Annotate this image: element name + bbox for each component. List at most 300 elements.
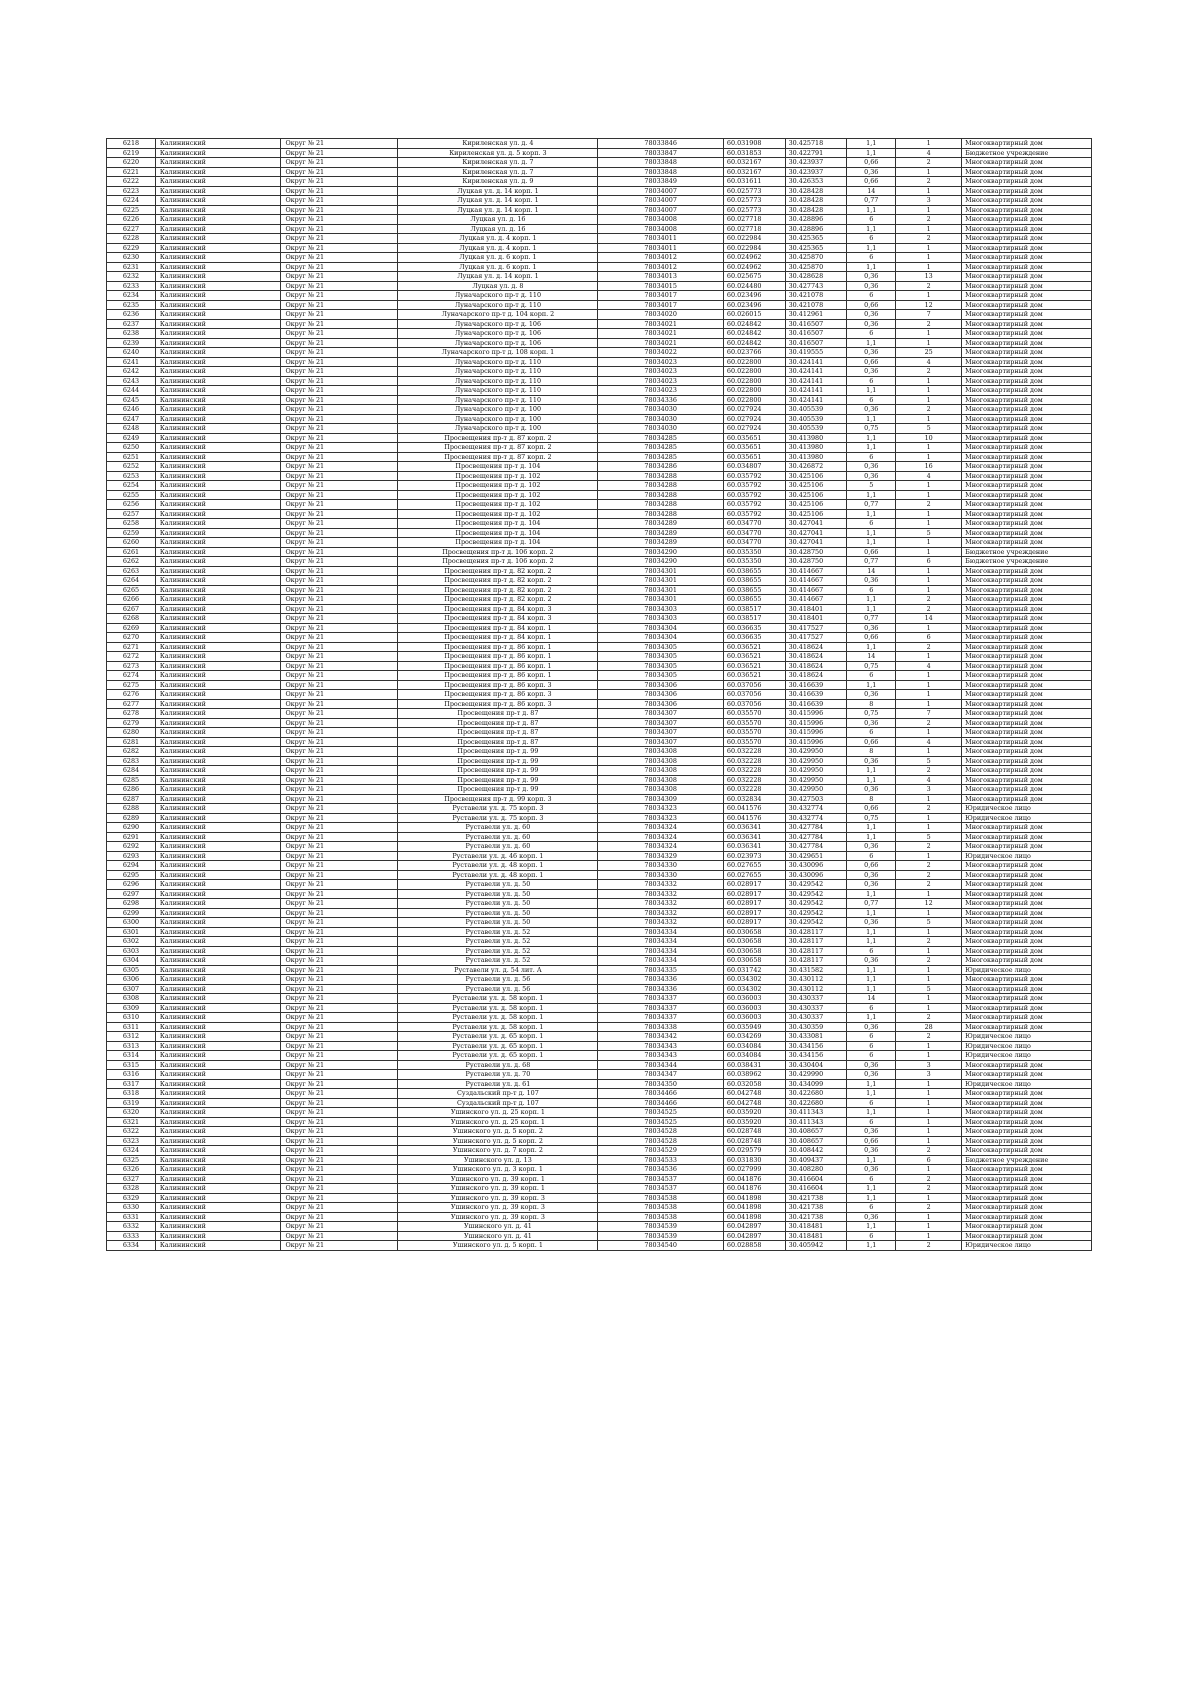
table-row: [107, 367, 1092, 377]
table-row: [107, 433, 1092, 443]
okrug-cell: Округ № 21: [281, 262, 398, 272]
longitude-cell: 30.405539: [785, 405, 847, 415]
table-row: [107, 1013, 1092, 1023]
district-cell: Калининский: [155, 614, 281, 624]
address-cell: Просвещения пр-т д. 104: [398, 519, 598, 529]
table-row: [107, 737, 1092, 747]
district-cell: Калининский: [155, 775, 281, 785]
longitude-cell: 30.428896: [785, 224, 847, 234]
table-row: [107, 519, 1092, 529]
longitude-cell: 30.413980: [785, 452, 847, 462]
data-table: [106, 138, 1092, 1251]
count-cell: 1: [896, 975, 962, 985]
count-cell: 4: [896, 357, 962, 367]
code-cell: 78034030: [598, 414, 724, 424]
longitude-cell: 30.428117: [785, 927, 847, 937]
type-cell: Многоквартирный дом: [962, 500, 1092, 510]
capacity-cell: 14: [847, 652, 896, 662]
count-cell: 1: [896, 1165, 962, 1175]
latitude-cell: 60.031742: [723, 965, 785, 975]
latitude-cell: 60.042748: [723, 1098, 785, 1108]
capacity-cell: 0,36: [847, 842, 896, 852]
row-id-cell: 6247: [107, 414, 156, 424]
district-cell: Калининский: [155, 281, 281, 291]
latitude-cell: 60.024962: [723, 253, 785, 263]
address-cell: Просвещения пр-т д. 87: [398, 728, 598, 738]
address-cell: Руставели ул. д. 50: [398, 918, 598, 928]
row-id-cell: 6334: [107, 1241, 156, 1251]
capacity-cell: 0,36: [847, 918, 896, 928]
table-row: [107, 243, 1092, 253]
row-id-cell: 6318: [107, 1089, 156, 1099]
address-cell: Луначарского пр-т д. 100: [398, 405, 598, 415]
type-cell: Многоквартирный дом: [962, 1174, 1092, 1184]
code-cell: 78034330: [598, 870, 724, 880]
address-cell: Руставели ул. д. 58 корп. 1: [398, 1013, 598, 1023]
capacity-cell: 6: [847, 291, 896, 301]
longitude-cell: 30.414667: [785, 576, 847, 586]
district-cell: Калининский: [155, 148, 281, 158]
latitude-cell: 60.042748: [723, 1089, 785, 1099]
okrug-cell: Округ № 21: [281, 642, 398, 652]
latitude-cell: 60.041898: [723, 1193, 785, 1203]
longitude-cell: 30.429950: [785, 747, 847, 757]
count-cell: 12: [896, 899, 962, 909]
latitude-cell: 60.027924: [723, 405, 785, 415]
latitude-cell: 60.030658: [723, 946, 785, 956]
code-cell: 78034324: [598, 832, 724, 842]
district-cell: Калининский: [155, 946, 281, 956]
type-cell: Юридическое лицо: [962, 804, 1092, 814]
okrug-cell: Округ № 21: [281, 927, 398, 937]
code-cell: 78034307: [598, 718, 724, 728]
capacity-cell: 1,1: [847, 509, 896, 519]
code-cell: 78034306: [598, 699, 724, 709]
capacity-cell: 1,1: [847, 433, 896, 443]
address-cell: Просвещения пр-т д. 102: [398, 481, 598, 491]
address-cell: Руставели ул. д. 65 корп. 1: [398, 1041, 598, 1051]
code-cell: 78034334: [598, 927, 724, 937]
row-id-cell: 6310: [107, 1013, 156, 1023]
longitude-cell: 30.418481: [785, 1222, 847, 1232]
type-cell: Юридическое лицо: [962, 1241, 1092, 1251]
count-cell: 5: [896, 918, 962, 928]
capacity-cell: 0,36: [847, 870, 896, 880]
count-cell: 1: [896, 1051, 962, 1061]
latitude-cell: 60.036003: [723, 994, 785, 1004]
district-cell: Калининский: [155, 680, 281, 690]
okrug-cell: Округ № 21: [281, 1089, 398, 1099]
capacity-cell: 0,66: [847, 633, 896, 643]
longitude-cell: 30.421738: [785, 1193, 847, 1203]
code-cell: 78034288: [598, 481, 724, 491]
district-cell: Калининский: [155, 348, 281, 358]
table-row: [107, 718, 1092, 728]
code-cell: 78034528: [598, 1127, 724, 1137]
district-cell: Калининский: [155, 500, 281, 510]
latitude-cell: 60.036635: [723, 633, 785, 643]
okrug-cell: Округ № 21: [281, 405, 398, 415]
district-cell: Калининский: [155, 224, 281, 234]
count-cell: 1: [896, 623, 962, 633]
latitude-cell: 60.036521: [723, 661, 785, 671]
type-cell: Многоквартирный дом: [962, 1165, 1092, 1175]
capacity-cell: 0,36: [847, 310, 896, 320]
longitude-cell: 30.408657: [785, 1136, 847, 1146]
latitude-cell: 60.034302: [723, 984, 785, 994]
type-cell: Юридическое лицо: [962, 1079, 1092, 1089]
latitude-cell: 60.029579: [723, 1146, 785, 1156]
table-row: [107, 1212, 1092, 1222]
capacity-cell: 1,1: [847, 1184, 896, 1194]
longitude-cell: 30.424141: [785, 357, 847, 367]
table-row: [107, 699, 1092, 709]
district-cell: Калининский: [155, 1117, 281, 1127]
table-row: [107, 975, 1092, 985]
okrug-cell: Округ № 21: [281, 234, 398, 244]
type-cell: Многоквартирный дом: [962, 661, 1092, 671]
count-cell: 2: [896, 956, 962, 966]
code-cell: 78034533: [598, 1155, 724, 1165]
district-cell: Калининский: [155, 1003, 281, 1013]
district-cell: Калининский: [155, 861, 281, 871]
latitude-cell: 60.028748: [723, 1127, 785, 1137]
longitude-cell: 30.429950: [785, 766, 847, 776]
okrug-cell: Округ № 21: [281, 889, 398, 899]
district-cell: Калининский: [155, 452, 281, 462]
address-cell: Ушинского ул. д. 7 корп. 2: [398, 1146, 598, 1156]
code-cell: 78034007: [598, 205, 724, 215]
count-cell: 1: [896, 167, 962, 177]
table-row: [107, 832, 1092, 842]
longitude-cell: 30.416639: [785, 680, 847, 690]
district-cell: Калининский: [155, 471, 281, 481]
latitude-cell: 60.036521: [723, 642, 785, 652]
type-cell: Многоквартирный дом: [962, 319, 1092, 329]
address-cell: Просвещения пр-т д. 86 корп. 1: [398, 671, 598, 681]
table-row: [107, 994, 1092, 1004]
count-cell: 14: [896, 614, 962, 624]
okrug-cell: Округ № 21: [281, 1193, 398, 1203]
longitude-cell: 30.426872: [785, 462, 847, 472]
type-cell: Многоквартирный дом: [962, 1127, 1092, 1137]
type-cell: Многоквартирный дом: [962, 186, 1092, 196]
count-cell: 2: [896, 718, 962, 728]
longitude-cell: 30.405942: [785, 1241, 847, 1251]
okrug-cell: Округ № 21: [281, 509, 398, 519]
code-cell: 78034030: [598, 424, 724, 434]
count-cell: 5: [896, 756, 962, 766]
address-cell: Просвещения пр-т д. 99: [398, 766, 598, 776]
capacity-cell: 1,1: [847, 443, 896, 453]
row-id-cell: 6323: [107, 1136, 156, 1146]
row-id-cell: 6240: [107, 348, 156, 358]
district-cell: Калининский: [155, 272, 281, 282]
table-row: [107, 1032, 1092, 1042]
district-cell: Калининский: [155, 1098, 281, 1108]
code-cell: 78034305: [598, 642, 724, 652]
capacity-cell: 1,1: [847, 823, 896, 833]
code-cell: 78034011: [598, 234, 724, 244]
code-cell: 78034301: [598, 585, 724, 595]
type-cell: Юридическое лицо: [962, 1041, 1092, 1051]
type-cell: Многоквартирный дом: [962, 737, 1092, 747]
table-row: [107, 395, 1092, 405]
okrug-cell: Округ № 21: [281, 215, 398, 225]
count-cell: 28: [896, 1022, 962, 1032]
capacity-cell: 0,36: [847, 1146, 896, 1156]
latitude-cell: 60.026015: [723, 310, 785, 320]
okrug-cell: Округ № 21: [281, 756, 398, 766]
count-cell: 1: [896, 699, 962, 709]
code-cell: 78034021: [598, 338, 724, 348]
table-row: [107, 224, 1092, 234]
code-cell: 78034332: [598, 889, 724, 899]
code-cell: 78034538: [598, 1212, 724, 1222]
type-cell: Многоквартирный дом: [962, 1146, 1092, 1156]
row-id-cell: 6328: [107, 1184, 156, 1194]
row-id-cell: 6245: [107, 395, 156, 405]
address-cell: Ушинского ул. д. 5 корп. 2: [398, 1127, 598, 1137]
capacity-cell: 6: [847, 671, 896, 681]
capacity-cell: 14: [847, 186, 896, 196]
type-cell: Многоквартирный дом: [962, 1089, 1092, 1099]
latitude-cell: 60.041576: [723, 813, 785, 823]
longitude-cell: 30.429542: [785, 918, 847, 928]
latitude-cell: 60.023973: [723, 851, 785, 861]
code-cell: 78034337: [598, 1003, 724, 1013]
okrug-cell: Округ № 21: [281, 272, 398, 282]
code-cell: 78034017: [598, 291, 724, 301]
code-cell: 78033849: [598, 177, 724, 187]
code-cell: 78034344: [598, 1060, 724, 1070]
longitude-cell: 30.425106: [785, 481, 847, 491]
latitude-cell: 60.035651: [723, 433, 785, 443]
code-cell: 78034288: [598, 471, 724, 481]
row-id-cell: 6261: [107, 547, 156, 557]
district-cell: Калининский: [155, 139, 281, 149]
type-cell: Многоквартирный дом: [962, 1231, 1092, 1241]
count-cell: 1: [896, 585, 962, 595]
longitude-cell: 30.430337: [785, 1003, 847, 1013]
type-cell: Многоквартирный дом: [962, 775, 1092, 785]
latitude-cell: 60.025773: [723, 205, 785, 215]
capacity-cell: 1,1: [847, 642, 896, 652]
latitude-cell: 60.031830: [723, 1155, 785, 1165]
code-cell: 78034290: [598, 557, 724, 567]
district-cell: Калининский: [155, 1165, 281, 1175]
code-cell: 78034023: [598, 357, 724, 367]
code-cell: 78034350: [598, 1079, 724, 1089]
type-cell: Многоквартирный дом: [962, 604, 1092, 614]
latitude-cell: 60.036521: [723, 652, 785, 662]
type-cell: Многоквартирный дом: [962, 690, 1092, 700]
table-row: [107, 861, 1092, 871]
table-row: [107, 357, 1092, 367]
table-row: [107, 281, 1092, 291]
longitude-cell: 30.415996: [785, 718, 847, 728]
latitude-cell: 60.034770: [723, 538, 785, 548]
district-cell: Калининский: [155, 1127, 281, 1137]
type-cell: Многоквартирный дом: [962, 975, 1092, 985]
address-cell: Луначарского пр-т д. 108 корп. 1: [398, 348, 598, 358]
code-cell: 78034013: [598, 272, 724, 282]
row-id-cell: 6229: [107, 243, 156, 253]
count-cell: 1: [896, 291, 962, 301]
type-cell: Многоквартирный дом: [962, 1136, 1092, 1146]
table-row: [107, 215, 1092, 225]
latitude-cell: 60.025773: [723, 196, 785, 206]
row-id-cell: 6307: [107, 984, 156, 994]
latitude-cell: 60.027924: [723, 424, 785, 434]
latitude-cell: 60.041876: [723, 1174, 785, 1184]
count-cell: 6: [896, 557, 962, 567]
okrug-cell: Округ № 21: [281, 367, 398, 377]
capacity-cell: 6: [847, 215, 896, 225]
row-id-cell: 6232: [107, 272, 156, 282]
type-cell: Многоквартирный дом: [962, 832, 1092, 842]
table-row: [107, 205, 1092, 215]
address-cell: Просвещения пр-т д. 87: [398, 718, 598, 728]
type-cell: Многоквартирный дом: [962, 338, 1092, 348]
table-row: [107, 1222, 1092, 1232]
table-row: [107, 1022, 1092, 1032]
type-cell: Многоквартирный дом: [962, 671, 1092, 681]
count-cell: 2: [896, 1203, 962, 1213]
table-row: [107, 481, 1092, 491]
code-cell: 78034304: [598, 633, 724, 643]
count-cell: 1: [896, 329, 962, 339]
okrug-cell: Округ № 21: [281, 1136, 398, 1146]
type-cell: Многоквартирный дом: [962, 215, 1092, 225]
row-id-cell: 6233: [107, 281, 156, 291]
district-cell: Калининский: [155, 899, 281, 909]
code-cell: 78034537: [598, 1184, 724, 1194]
table-row: [107, 338, 1092, 348]
address-cell: Руставели ул. д. 68: [398, 1060, 598, 1070]
okrug-cell: Округ № 21: [281, 1079, 398, 1089]
capacity-cell: 1,1: [847, 927, 896, 937]
longitude-cell: 30.427784: [785, 823, 847, 833]
count-cell: 1: [896, 262, 962, 272]
latitude-cell: 60.022984: [723, 234, 785, 244]
count-cell: 1: [896, 205, 962, 215]
okrug-cell: Округ № 21: [281, 956, 398, 966]
longitude-cell: 30.408657: [785, 1127, 847, 1137]
table-row: [107, 253, 1092, 263]
latitude-cell: 60.032228: [723, 785, 785, 795]
address-cell: Луцкая ул. д. 6 корп. 1: [398, 262, 598, 272]
longitude-cell: 30.425106: [785, 471, 847, 481]
table-row: [107, 300, 1092, 310]
type-cell: Многоквартирный дом: [962, 699, 1092, 709]
longitude-cell: 30.416507: [785, 319, 847, 329]
latitude-cell: 60.037056: [723, 680, 785, 690]
latitude-cell: 60.027655: [723, 861, 785, 871]
latitude-cell: 60.035651: [723, 443, 785, 453]
count-cell: 1: [896, 747, 962, 757]
table-row: [107, 804, 1092, 814]
latitude-cell: 60.024480: [723, 281, 785, 291]
type-cell: Многоквартирный дом: [962, 1060, 1092, 1070]
type-cell: Многоквартирный дом: [962, 538, 1092, 548]
code-cell: 78034538: [598, 1193, 724, 1203]
type-cell: Многоквартирный дом: [962, 139, 1092, 149]
district-cell: Калининский: [155, 547, 281, 557]
latitude-cell: 60.023496: [723, 291, 785, 301]
count-cell: 2: [896, 234, 962, 244]
type-cell: Юридическое лицо: [962, 1051, 1092, 1061]
okrug-cell: Округ № 21: [281, 899, 398, 909]
latitude-cell: 60.042897: [723, 1222, 785, 1232]
longitude-cell: 30.427784: [785, 842, 847, 852]
type-cell: Многоквартирный дом: [962, 576, 1092, 586]
code-cell: 78033846: [598, 139, 724, 149]
table-row: [107, 680, 1092, 690]
district-cell: Калининский: [155, 310, 281, 320]
longitude-cell: 30.428628: [785, 272, 847, 282]
address-cell: Просвещения пр-т д. 87 корп. 2: [398, 433, 598, 443]
okrug-cell: Округ № 21: [281, 908, 398, 918]
row-id-cell: 6309: [107, 1003, 156, 1013]
type-cell: Многоквартирный дом: [962, 766, 1092, 776]
district-cell: Калининский: [155, 832, 281, 842]
district-cell: Калининский: [155, 462, 281, 472]
okrug-cell: Округ № 21: [281, 566, 398, 576]
address-cell: Руставели ул. д. 56: [398, 984, 598, 994]
row-id-cell: 6219: [107, 148, 156, 158]
capacity-cell: 1,1: [847, 538, 896, 548]
type-cell: Многоквартирный дом: [962, 452, 1092, 462]
address-cell: Руставели ул. д. 52: [398, 956, 598, 966]
okrug-cell: Округ № 21: [281, 1155, 398, 1165]
district-cell: Калининский: [155, 927, 281, 937]
longitude-cell: 30.423937: [785, 167, 847, 177]
latitude-cell: 60.024962: [723, 262, 785, 272]
okrug-cell: Округ № 21: [281, 623, 398, 633]
count-cell: 2: [896, 158, 962, 168]
okrug-cell: Округ № 21: [281, 1203, 398, 1213]
latitude-cell: 60.025773: [723, 186, 785, 196]
code-cell: 78034030: [598, 405, 724, 415]
longitude-cell: 30.416604: [785, 1184, 847, 1194]
code-cell: 78034538: [598, 1203, 724, 1213]
code-cell: 78034528: [598, 1136, 724, 1146]
okrug-cell: Округ № 21: [281, 1098, 398, 1108]
count-cell: 2: [896, 319, 962, 329]
okrug-cell: Округ № 21: [281, 1174, 398, 1184]
okrug-cell: Округ № 21: [281, 728, 398, 738]
longitude-cell: 30.425365: [785, 234, 847, 244]
longitude-cell: 30.425106: [785, 509, 847, 519]
table-row: [107, 642, 1092, 652]
longitude-cell: 30.428896: [785, 215, 847, 225]
table-row: [107, 908, 1092, 918]
table-row: [107, 1136, 1092, 1146]
capacity-cell: 6: [847, 851, 896, 861]
district-cell: Калининский: [155, 728, 281, 738]
table-row: [107, 1098, 1092, 1108]
type-cell: Многоквартирный дом: [962, 272, 1092, 282]
type-cell: Многоквартирный дом: [962, 927, 1092, 937]
capacity-cell: 1,1: [847, 528, 896, 538]
capacity-cell: 1,1: [847, 1079, 896, 1089]
okrug-cell: Округ № 21: [281, 1022, 398, 1032]
capacity-cell: 0,66: [847, 861, 896, 871]
type-cell: Многоквартирный дом: [962, 1108, 1092, 1118]
count-cell: 2: [896, 1241, 962, 1251]
latitude-cell: 60.042897: [723, 1231, 785, 1241]
